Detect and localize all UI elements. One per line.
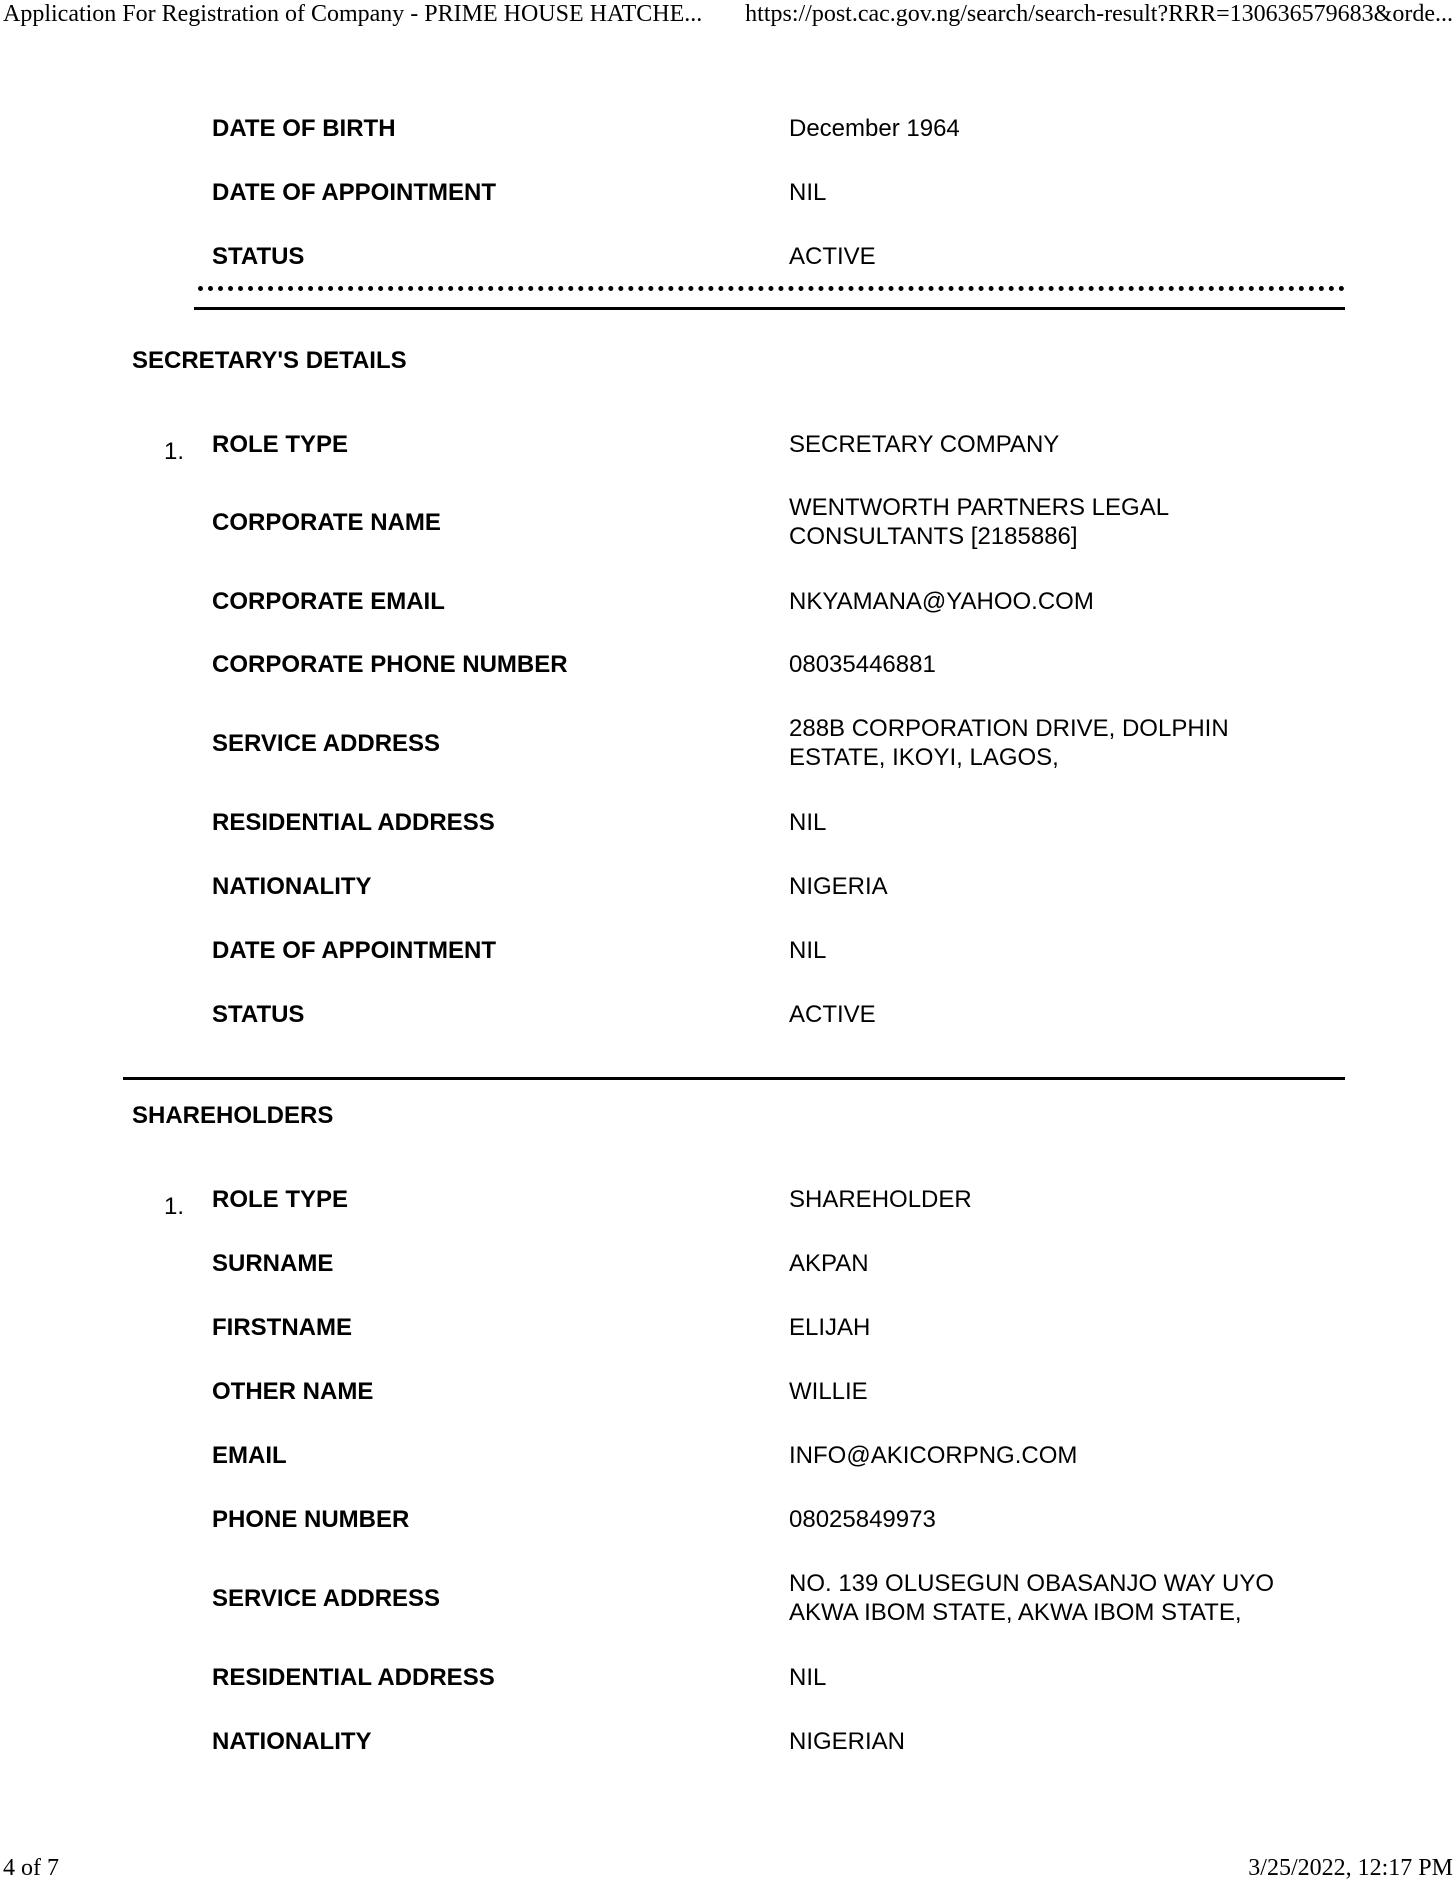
field-value: 08035446881	[789, 651, 936, 678]
field-label: PHONE NUMBER	[212, 1506, 410, 1533]
field-label: ROLE TYPE	[212, 431, 349, 458]
field-value: NO. 139 OLUSEGUN OBASANJO WAY UYO AKWA IBOM STATE, AKWA IBOM STATE,	[789, 1570, 1275, 1626]
field-value: ELIJAH	[789, 1314, 871, 1341]
entry-number: 1.	[164, 438, 185, 465]
field-value: NKYAMANA@YAHOO.COM	[789, 588, 1094, 615]
field-value: NIGERIA	[789, 873, 888, 900]
field-value: NIGERIAN	[789, 1728, 906, 1755]
field-label: STATUS	[212, 1001, 305, 1028]
field-label: OTHER NAME	[212, 1378, 374, 1405]
field-value: ACTIVE	[789, 243, 876, 270]
field-value: AKPAN	[789, 1250, 869, 1277]
field-value: WENTWORTH PARTNERS LEGAL CONSULTANTS [2185886]	[789, 494, 1170, 550]
field-label: CORPORATE EMAIL	[212, 588, 445, 615]
field-value: SECRETARY COMPANY	[789, 431, 1060, 458]
field-value: 288B CORPORATION DRIVE, DOLPHIN ESTATE, IKOYI, LAGOS,	[789, 715, 1229, 771]
field-label: ROLE TYPE	[212, 1186, 349, 1213]
page-number: 4 of 7	[3, 1855, 59, 1881]
field-label: STATUS	[212, 243, 305, 270]
field-label: NATIONALITY	[212, 873, 372, 900]
field-value: NIL	[789, 809, 827, 836]
field-label: RESIDENTIAL ADDRESS	[212, 1664, 495, 1691]
document-title: Application For Registration of Company - PRIME HOUSE HATCHE...	[3, 1, 703, 27]
field-value: SHAREHOLDER	[789, 1186, 972, 1213]
field-value: NIL	[789, 937, 827, 964]
field-value: WILLIE	[789, 1378, 868, 1405]
field-value: NIL	[789, 1664, 827, 1691]
shareholders-section-title: SHAREHOLDERS	[132, 1102, 334, 1129]
dotted-separator	[198, 286, 1345, 291]
print-datetime: 3/25/2022, 12:17 PM	[1248, 1855, 1453, 1881]
field-label: CORPORATE NAME	[212, 509, 441, 536]
field-label: CORPORATE PHONE NUMBER	[212, 651, 568, 678]
field-label: RESIDENTIAL ADDRESS	[212, 809, 495, 836]
print-header	[0, 0, 1456, 30]
field-value: NIL	[789, 179, 827, 206]
field-value: ACTIVE	[789, 1001, 876, 1028]
field-label: NATIONALITY	[212, 1728, 372, 1755]
page-url: https://post.cac.gov.ng/search/search-result?RRR=130636579683&orde...	[745, 1, 1453, 27]
secretary-section-title: SECRETARY'S DETAILS	[132, 347, 407, 374]
field-label: DATE OF APPOINTMENT	[212, 937, 496, 964]
print-footer	[0, 1854, 1456, 1884]
section-divider	[123, 1077, 1345, 1080]
field-label: SERVICE ADDRESS	[212, 730, 441, 757]
field-value: December 1964	[789, 115, 960, 142]
field-value: INFO@AKICORPNG.COM	[789, 1442, 1078, 1469]
field-label: EMAIL	[212, 1442, 287, 1469]
section-divider	[194, 307, 1345, 310]
field-label: DATE OF BIRTH	[212, 115, 396, 142]
entry-number: 1.	[164, 1193, 185, 1220]
field-label: SERVICE ADDRESS	[212, 1585, 441, 1612]
field-value: 08025849973	[789, 1506, 936, 1533]
field-label: FIRSTNAME	[212, 1314, 352, 1341]
field-label: SURNAME	[212, 1250, 334, 1277]
field-label: DATE OF APPOINTMENT	[212, 179, 496, 206]
